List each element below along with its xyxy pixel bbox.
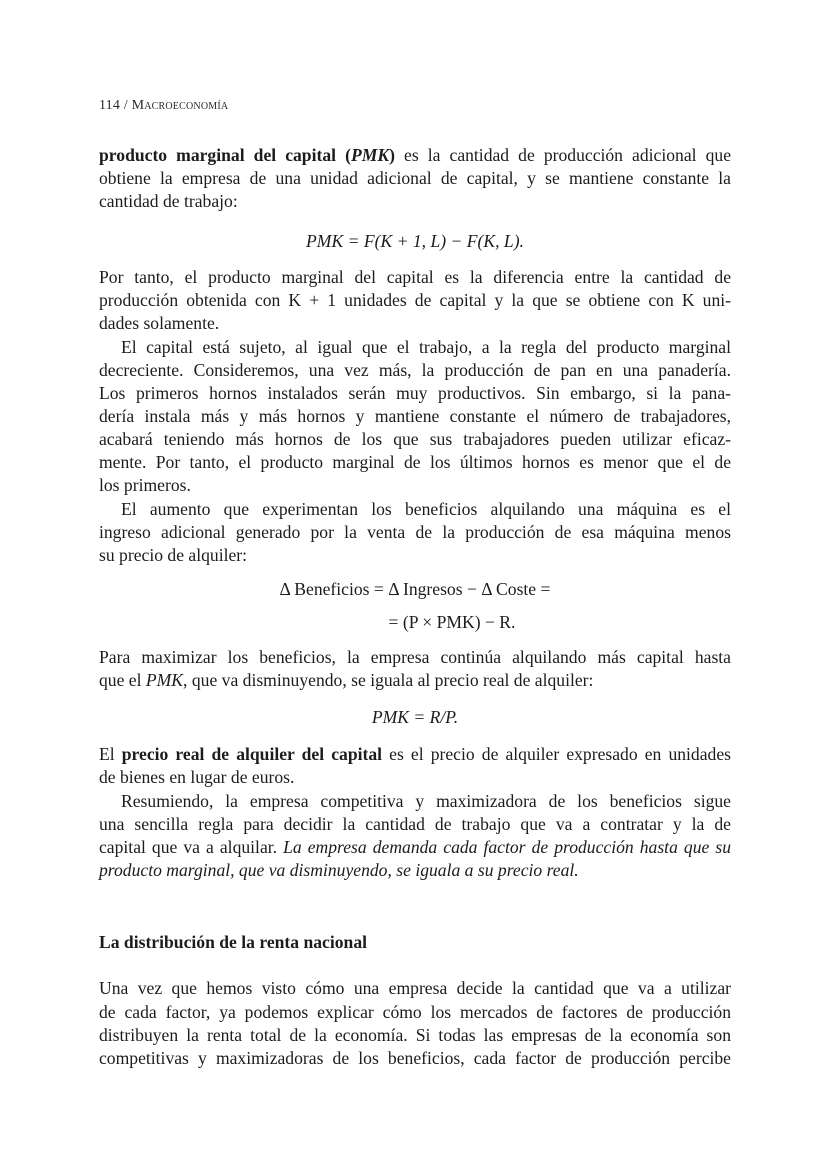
equation-pmk: PMK = F(K + 1, L) − F(K, L).	[306, 231, 524, 251]
para5-line1: Para maximizar los beneficios, la empresa continúa alquilando más capital hasta	[99, 647, 731, 667]
para3-line6: mente. Por tanto, el producto marginal de los últimos hornos es menor que el de	[99, 452, 731, 472]
equation-profit-line1: Δ Beneficios = Δ Ingresos − Δ Coste =	[279, 579, 551, 599]
para6-line1: El precio real de alquiler del capital es el precio de alquiler expresado en unidades	[99, 744, 731, 764]
para1-line2: obtiene la empresa de una unidad adicional de capital, y se mantiene constante la	[99, 168, 731, 188]
para3-line4: dería instala más y más hornos y mantiene constante el número de trabajadores,	[99, 406, 731, 426]
para4-line1: El aumento que experimentan los beneficios alquilando una máquina es el	[121, 499, 731, 519]
equation-profit-line2: = (P × PMK) − R.	[388, 612, 516, 632]
section-heading: La distribución de la renta nacional	[99, 932, 368, 952]
para3-line7: los primeros.	[99, 475, 191, 495]
para7-line4: producto marginal, que va disminuyendo, se iguala a su precio real.	[99, 860, 579, 880]
page-number: 114 /	[99, 98, 132, 113]
para3-line3: Los primeros hornos instalados serán muy productivos. Sin embargo, si la pana-	[99, 383, 731, 403]
para7-line2: una sencilla regla para decidir la cantidad de trabajo que va a contratar y la de	[99, 814, 731, 834]
para8-line2: de cada factor, ya podemos explicar cómo los mercados de factores de producción	[99, 1002, 731, 1022]
para3-line1: El capital está sujeto, al igual que el trabajo, a la regla del producto marginal	[121, 337, 731, 357]
para6-line2: de bienes en lugar de euros.	[99, 767, 295, 787]
para3-line5: acabará teniendo más hornos de los que sus trabajadores pueden utilizar eficaz-	[99, 429, 731, 449]
para2-line3: dades solamente.	[99, 313, 220, 333]
equation-pmk-rp: PMK = R/P.	[371, 707, 459, 727]
defined-term: producto marginal del capital (PMK)	[99, 145, 395, 165]
running-head	[99, 98, 228, 114]
para5-line2: que el PMK, que va disminuyendo, se iguala al precio real de alquiler:	[99, 670, 594, 690]
para3-line2: decreciente. Consideremos, una vez más, la producción de pan en una panadería.	[99, 360, 731, 380]
para8-line4: competitivas y maximizadoras de los beneficios, cada factor de producción percibe	[99, 1048, 731, 1068]
para7-line1: Resumiendo, la empresa competitiva y maximizadora de los beneficios sigue	[121, 791, 731, 811]
para8-line1: Una vez que hemos visto cómo una empresa decide la cantidad que va a utilizar	[99, 978, 731, 998]
para2-line1: Por tanto, el producto marginal del capital es la diferencia entre la cantidad de	[99, 267, 731, 287]
para2-line2: producción obtenida con K + 1 unidades de capital y la que se obtiene con K uni-	[99, 290, 731, 310]
para4-line3: su precio de alquiler:	[99, 545, 248, 565]
defined-term: precio real de alquiler del capital	[121, 744, 383, 764]
para7-line3: capital que va a alquilar. La empresa demanda cada factor de producción hasta que su	[99, 837, 731, 857]
running-title: Macroeconomía	[131, 98, 229, 113]
para8-line3: distribuyen la renta total de la economía. Si todas las empresas de la economía son	[99, 1025, 731, 1045]
para4-line2: ingreso adicional generado por la venta de la producción de esa máquina menos	[99, 522, 731, 542]
para1-line3: cantidad de trabajo:	[99, 191, 238, 211]
para1-line1: producto marginal del capital (PMK) es la cantidad de producción adicional que	[99, 145, 731, 165]
